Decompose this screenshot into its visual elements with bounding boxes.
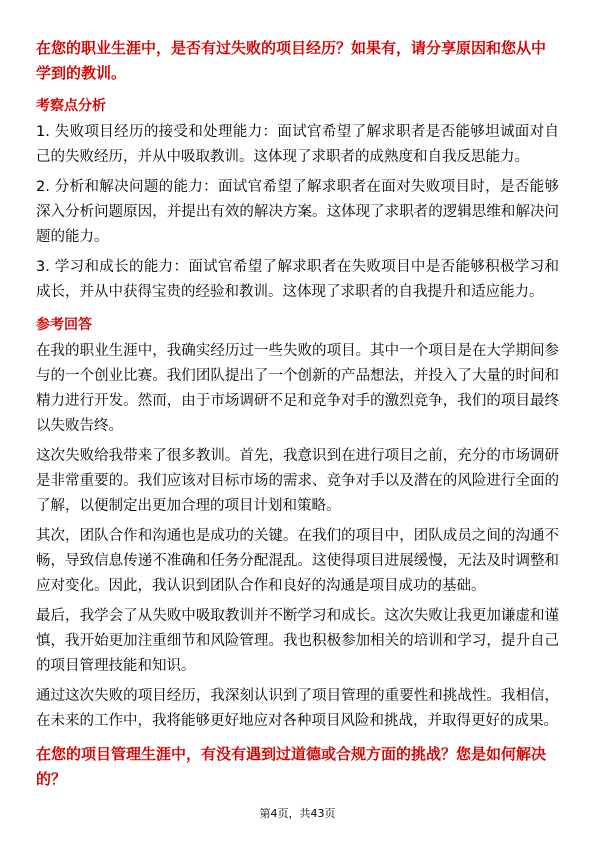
analysis-item: 3. 学习和成长的能力：面试官希望了解求职者在失败项目中是否能够积极学习和成长，并从中获得宝贵的经验和教训。这体现了求职者的自我提升和适应能力。 <box>36 259 559 300</box>
analysis-item: 2. 分析和解决问题的能力：面试官希望了解求职者在面对失败项目时，是否能够深入分析问题原因，并提出有效的解决方案。这体现了求职者的逻辑思维和解决问题的能力。 <box>36 179 559 245</box>
analysis-section-title: 考察点分析 <box>36 98 106 114</box>
answer-paragraph: 最后，我学会了从失败中吸取教训并不断学习和成长。这次失败让我更加谦虚和谨慎，我开始更加注重细节和风险管理。我也积极参加相关的培训和学习，提升自己的项目管理技能和知识。 <box>36 608 559 674</box>
question-heading: 在您的职业生涯中，是否有过失败的项目经历？如果有，请分享原因和您从中学到的教训。 <box>36 39 547 82</box>
answer-paragraph: 通过这次失败的项目经历，我深刻认识到了项目管理的重要性和挑战性。我相信，在未来的工作中，我将能够更好地应对各种项目风险和挑战，并取得更好的成果。 <box>36 688 559 729</box>
document-page <box>36 36 559 792</box>
answer-section-title: 参考回答 <box>36 317 92 333</box>
answer-paragraph: 在我的职业生涯中，我确实经历过一些失败的项目。其中一个项目是在大学期间参与的一个创业比赛。我们团队提出了一个创新的产品想法，并投入了大量的时间和精力进行开发。然而，由于市场调研不足和竞争对手的激烈竞争，我们的项目最终以失败告终。 <box>36 343 559 434</box>
answer-paragraph: 这次失败给我带来了很多教训。首先，我意识到在进行项目之前，充分的市场调研是非常重要的。我们应该对目标市场的需求、竞争对手以及潜在的风险进行全面的了解，以便制定出更加合理的项目计划和策略。 <box>36 448 559 514</box>
page-number-footer: 第4页，共43页 <box>259 807 336 820</box>
answer-paragraph: 其次，团队合作和沟通也是成功的关键。在我们的项目中，团队成员之间的沟通不畅，导致信息传递不准确和任务分配混乱。这使得项目进展缓慢，无法及时调整和应对变化。因此，我认识到团队合作和良好的沟通是项目成功的基础。 <box>36 528 559 594</box>
next-question-heading: 在您的项目管理生涯中，有没有遇到过道德或合规方面的挑战？您是如何解决的？ <box>36 745 547 788</box>
analysis-item: 1. 失败项目经历的接受和处理能力：面试官希望了解求职者是否能够坦诚面对自己的失败经历，并从中吸取教训。这体现了求职者的成熟度和自我反思能力。 <box>36 124 559 165</box>
